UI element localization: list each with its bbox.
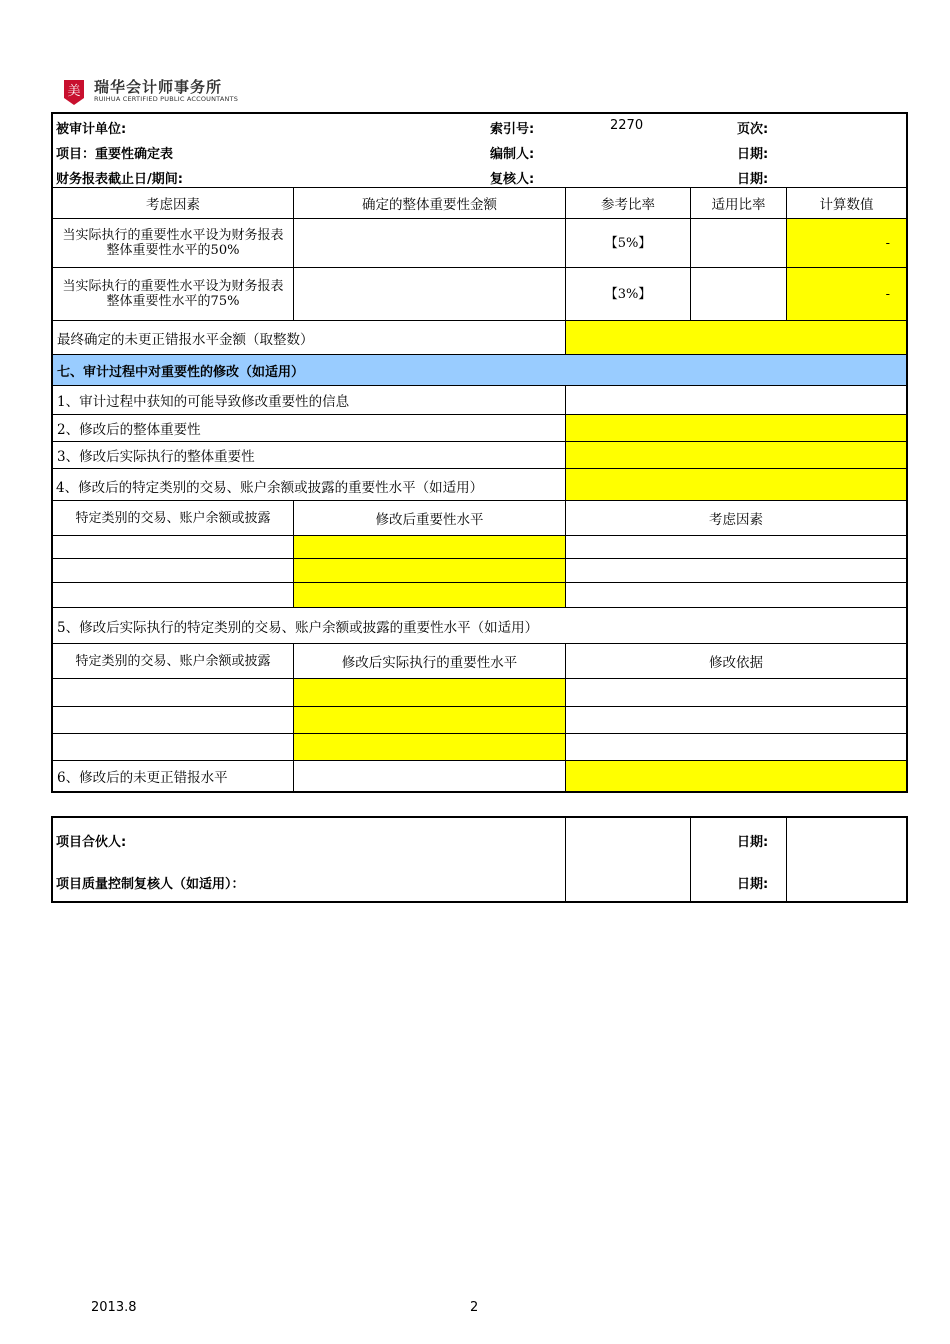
reference-ratio: 【5%】	[565, 218, 691, 268]
sub5-header-basis: 修改依据	[565, 643, 907, 679]
firm-logo-icon	[62, 76, 86, 106]
date-label: 日期:	[737, 172, 769, 187]
table-row[interactable]	[52, 733, 294, 761]
date-label: 日期:	[737, 147, 769, 162]
firm-name-cn: 瑞华会计师事务所	[94, 78, 223, 96]
final-amount-input[interactable]	[565, 320, 907, 355]
qc-date-label: 日期:	[737, 877, 769, 892]
table-row-factor: 当实际执行的重要性水平设为财务报表整体重要性水平的75%	[52, 267, 294, 321]
table1-header-amount: 确定的整体重要性金额	[293, 187, 566, 219]
amount-input[interactable]	[293, 267, 566, 321]
table-row[interactable]	[293, 582, 566, 608]
table-row[interactable]	[565, 733, 907, 761]
item-1-label: 1、审计过程中获知的可能导致修改重要性的信息	[52, 385, 566, 415]
table-row[interactable]	[293, 535, 566, 559]
table-row[interactable]	[52, 558, 294, 583]
table-row[interactable]	[293, 558, 566, 583]
table1-header-reference-ratio: 参考比率	[565, 187, 691, 219]
svg-text:美: 美	[67, 84, 81, 99]
reference-ratio: 【3%】	[565, 267, 691, 321]
table1-header-calculated-value: 计算数值	[786, 187, 907, 219]
period-label: 财务报表截止日/期间:	[56, 172, 183, 187]
table-row[interactable]	[293, 678, 566, 707]
item-2-label: 2、修改后的整体重要性	[52, 414, 566, 442]
calculated-value-text: -	[885, 287, 890, 302]
table-row[interactable]	[52, 535, 294, 559]
client-label: 被审计单位:	[56, 122, 127, 137]
sub5-header-category: 特定类别的交易、账户余额或披露	[52, 643, 294, 679]
table-row[interactable]	[565, 535, 907, 559]
final-amount-label: 最终确定的未更正错报水平金额（取整数）	[52, 320, 566, 355]
index-value: 2270	[610, 118, 644, 133]
footer-version: 2013.8	[91, 1300, 137, 1315]
calculated-value[interactable]	[786, 267, 907, 321]
footer-page-number: 2	[470, 1300, 479, 1315]
item-4-input[interactable]	[565, 468, 907, 501]
table-row[interactable]	[52, 582, 294, 608]
item-6-label: 6、修改后的未更正错报水平	[52, 760, 294, 792]
table-row[interactable]	[565, 706, 907, 734]
section-7-title: 七、审计过程中对重要性的修改（如适用）	[52, 354, 907, 386]
table-row[interactable]	[565, 558, 907, 583]
applied-ratio-input[interactable]	[690, 267, 787, 321]
sub4-header-level: 修改后重要性水平	[293, 500, 566, 536]
preparer-label: 编制人:	[490, 147, 535, 162]
signoff-divider-3	[786, 817, 787, 902]
sub4-header-category: 特定类别的交易、账户余额或披露	[52, 500, 294, 536]
calculated-value[interactable]	[786, 218, 907, 268]
item-6-input[interactable]	[565, 760, 907, 792]
qc-reviewer-label: 项目质量控制复核人（如适用）：	[56, 877, 245, 892]
table-row[interactable]	[565, 582, 907, 608]
table1-header-applied-ratio: 适用比率	[690, 187, 787, 219]
project-label: 项目：重要性确定表	[56, 147, 174, 162]
item-5-label: 5、修改后实际执行的特定类别的交易、账户余额或披露的重要性水平（如适用）	[52, 607, 907, 644]
item-1-input[interactable]	[565, 385, 907, 415]
calculated-value-text: -	[885, 236, 890, 251]
item-3-input[interactable]	[565, 441, 907, 469]
applied-ratio-input[interactable]	[690, 218, 787, 268]
table-row[interactable]	[52, 706, 294, 734]
table-row[interactable]	[565, 678, 907, 707]
reviewer-label: 复核人:	[490, 172, 535, 187]
item-4-label: 4、修改后的特定类别的交易、账户余额或披露的重要性水平（如适用）	[56, 480, 484, 496]
firm-name-en: RUIHUA CERTIFIED PUBLIC ACCOUNTANTS	[94, 95, 239, 103]
partner-date-label: 日期:	[737, 835, 769, 850]
table-row-factor: 当实际执行的重要性水平设为财务报表整体重要性水平的50%	[52, 218, 294, 268]
firm-logo	[62, 74, 262, 108]
sub5-header-level: 修改后实际执行的重要性水平	[293, 643, 566, 679]
page-label: 页次:	[737, 122, 769, 137]
item-2-input[interactable]	[565, 414, 907, 442]
item-6-blank[interactable]	[293, 760, 566, 792]
table-row[interactable]	[293, 706, 566, 734]
signoff-divider-2	[690, 817, 691, 902]
table-row[interactable]	[293, 733, 566, 761]
signoff-divider-1	[565, 817, 566, 902]
item-3-label: 3、修改后实际执行的整体重要性	[52, 441, 566, 469]
sub4-header-factor: 考虑因素	[565, 500, 907, 536]
index-label: 索引号:	[490, 122, 535, 137]
table-row[interactable]	[52, 678, 294, 707]
amount-input[interactable]	[293, 218, 566, 268]
partner-label: 项目合伙人:	[56, 835, 127, 850]
table1-header-factor: 考虑因素	[52, 187, 294, 219]
